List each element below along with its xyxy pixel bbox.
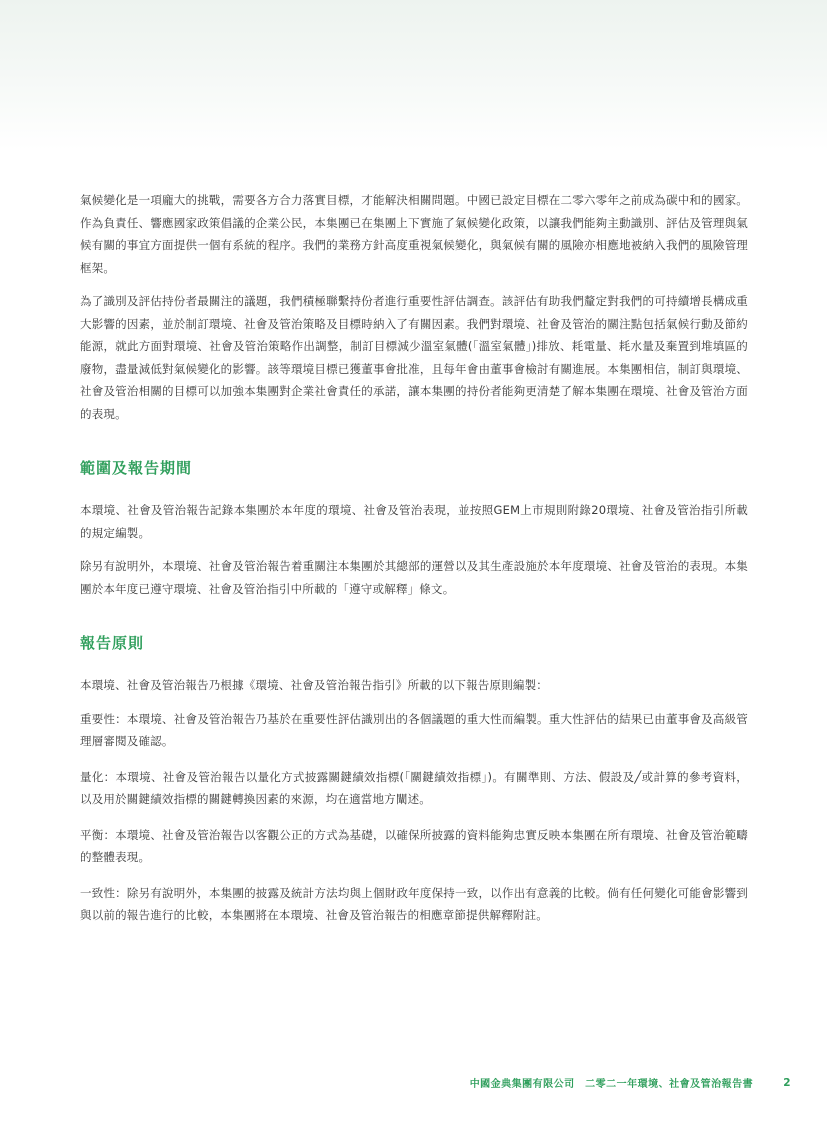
section-heading-principles: 報告原則 (80, 634, 145, 652)
intro-paragraph-2: 為了識別及評估持份者最關注的議題，我們積極聯繫持份者進行重要性評估調查。該評估有助我們釐定對我們的可持續增長構成重大影響的因素，並於制訂環境、社會及管治策略及目標時納入了有關因素。我們對環境、社會及管治的關注點包括氣候行動及節約能源，就此方面對環境、社會及管治策略作出調整，制訂目標減少溫室氣體(「溫室氣體」)排放、耗電量、耗水量及棄置到堆填區的廢物，盡量減低對氣候變化的影響。該等環境目標已獲董事會批准，且每年會由董事會檢討有關進展。本集團相信，制訂與環境、社會及管治相關的目標可以加強本集團對企業社會責任的承諾，讓本集團的持份者能夠更清楚了解本集團在環境、社會及管治方面的表現。 (80, 294, 748, 421)
intro-paragraph-1: 氣候變化是一項龐大的挑戰，需要各方合力落實目標，才能解決相關問題。中國已設定目標在二零六零年之前成為碳中和的國家。作為負責任、響應國家政策倡議的企業公民，本集團已在集團上下實施了氣候變化政策，以讓我們能夠主動識別、評估及管理與氣候有關的事宜方面提供一個有系統的程序。我們的業務方針高度重視氣候變化，與氣候有關的風險亦相應地被納入我們的風險管理框架。 (80, 193, 748, 275)
principle-consistency: 一致性：除另有說明外，本集團的披露及統計方法均與上個財政年度保持一致，以作出有意義的比較。倘有任何變化可能會影響到與以前的報告進行的比較，本集團將在本環境、社會及管治報告的相應章節提供解釋附註。 (80, 885, 748, 922)
principles-intro-paragraph: 本環境、社會及管治報告乃根據《環境、社會及管治報告指引》所載的以下報告原則編製： (80, 678, 548, 692)
page-content (80, 189, 748, 927)
scope-paragraph-1: 本環境、社會及管治報告記錄本集團於本年度的環境、社會及管治表現，並按照GEM上市規則附錄20環境、社會及管治指引所載的規定編製。 (80, 503, 748, 540)
principle-materiality: 重要性：本環境、社會及管治報告乃基於在重要性評估識別出的各個議題的重大性而編製。重大性評估的結果已由董事會及高級管理層審閱及確認。 (80, 711, 748, 748)
section-heading-scope: 範圍及報告期間 (80, 459, 193, 477)
principle-quantitative: 量化：本環境、社會及管治報告以量化方式披露關鍵績效指標(「關鍵績效指標」)。有關準則、方法、假設及╱或計算的參考資料，以及用於關鍵績效指標的關鍵轉換因素的來源，均在適當地方闡述。 (80, 769, 748, 806)
page-number: 2 (783, 1076, 791, 1089)
header-gradient-band (0, 0, 827, 150)
footer-title: 中國金典集團有限公司 二零二一年環境、社會及管治報告書 (469, 1079, 754, 1090)
principle-balance: 平衡：本環境、社會及管治報告以客觀公正的方式為基礎，以確保所披露的資料能夠忠實反映本集團在所有環境、社會及管治範疇的整體表現。 (80, 827, 748, 864)
scope-paragraph-2: 除另有說明外，本環境、社會及管治報告着重關注本集團於其總部的運營以及其生產設施於本年度環境、社會及管治的表現。本集團於本年度已遵守環境、社會及管治指引中所載的「遵守或解釋」條文。 (80, 559, 748, 596)
page-footer (470, 1075, 791, 1090)
